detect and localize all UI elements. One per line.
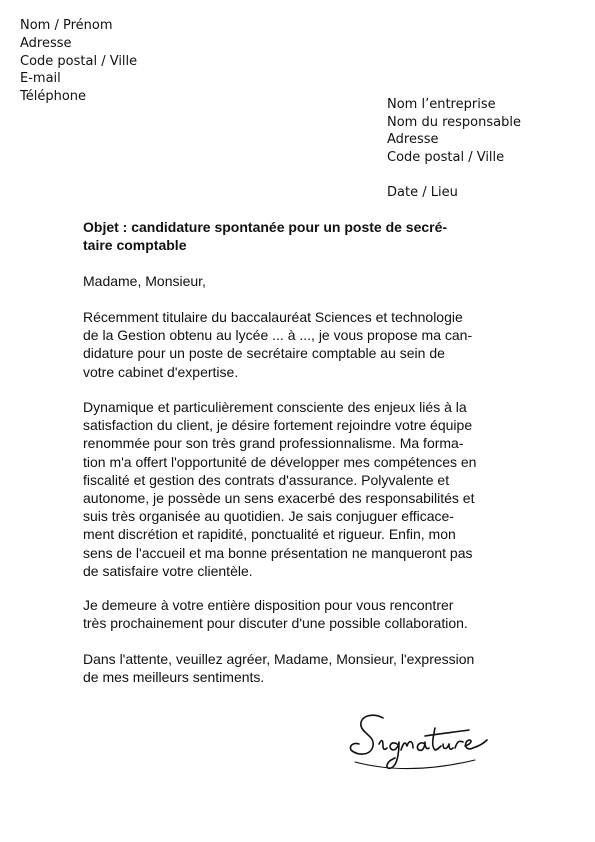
paragraph-line: de la Gestion obtenu au lycée ... à ..., je vous propose ma can- [83,327,473,344]
subject-line-2: taire comptable [83,237,187,254]
paragraph-line: autonome, je possède un sens exacerbé des responsabilités et [83,490,475,507]
paragraph-introduction [83,308,513,381]
paragraph-line: de satisfaire votre clientèle. [83,562,253,579]
paragraph-line: tion m'a offert l'opportunité de développer mes compétences en [83,453,477,470]
sender-email: E-mail [20,71,61,87]
paragraph-line: satisfaction du client, je désire fortement rejoindre votre équipe [83,417,473,434]
recipient-postal-city: Code postal / Ville [387,149,505,165]
paragraph-closing [83,650,513,686]
sender-name: Nom / Prénom [20,18,113,33]
subject-line [83,218,513,254]
date-place: Date / Lieu [387,185,458,200]
signature-stroke-i [379,741,387,750]
paragraph-line: ment discrétion et rapidité, ponctualité et rigueur. Enfin, mon [83,526,456,543]
paragraph-line: Je demeure à votre entière disposition pour vous rencontrer [83,597,454,613]
paragraph-line: votre cabinet d'expertise. [83,363,239,380]
paragraph-qualities [83,398,513,580]
paragraph-availability [83,596,513,632]
recipient-manager: Nom du responsable [387,114,521,130]
signature-stroke-t [433,728,441,750]
paragraph-line: Récemment titulaire du baccalauréat Sciences et technologie [83,309,463,325]
paragraph-line: suis très organisée au quotidien. Je sais conjuguer efficace- [83,508,454,525]
recipient-company: Nom l’entreprise [387,97,496,112]
paragraph-line: renommée pour son très grand professionnalisme. Ma forma- [83,435,464,452]
signature-stroke-flourish [355,760,475,769]
handwritten-signature-icon [345,710,495,785]
signature-stroke-t-bar [425,730,469,736]
paragraph-line: sens de l'accueil et ma bonne présentation ne manqueront pas [83,544,473,561]
recipient-address: Adresse [387,132,439,147]
signature-stroke-a [417,742,429,750]
signature-stroke-r [455,741,463,748]
paragraph-line: Dynamique et particulièrement consciente des enjeux liés à la [83,399,467,415]
salutation: Madame, Monsieur, [83,273,206,289]
paragraph-line: didature pour un poste de secrétaire comptable au sein de [83,345,445,362]
sender-postal-city: Code postal / Ville [20,53,138,69]
sender-block [20,17,137,106]
signature-stroke-e [465,740,487,749]
signature-stroke-s [350,715,383,754]
paragraph-line: très prochainement pour discuter d'une possible collaboration. [83,615,468,632]
paragraph-line: de mes meilleurs sentiments. [83,669,265,686]
paragraph-line: fiscalité et gestion des contrats d'assurance. Polyvalente et [83,471,450,488]
paragraph-line: Dans l'attente, veuillez agréer, Madame, Monsieur, l'expression [83,651,475,667]
subject-line-1: Objet : candidature spontanée pour un poste de secré- [83,219,448,235]
signature-stroke-u [443,744,453,749]
signature-stroke-g [387,742,399,768]
sender-address: Adresse [20,35,72,51]
signature-stroke-n [401,742,413,750]
sender-phone: Téléphone [20,89,87,105]
recipient-block [387,96,521,166]
